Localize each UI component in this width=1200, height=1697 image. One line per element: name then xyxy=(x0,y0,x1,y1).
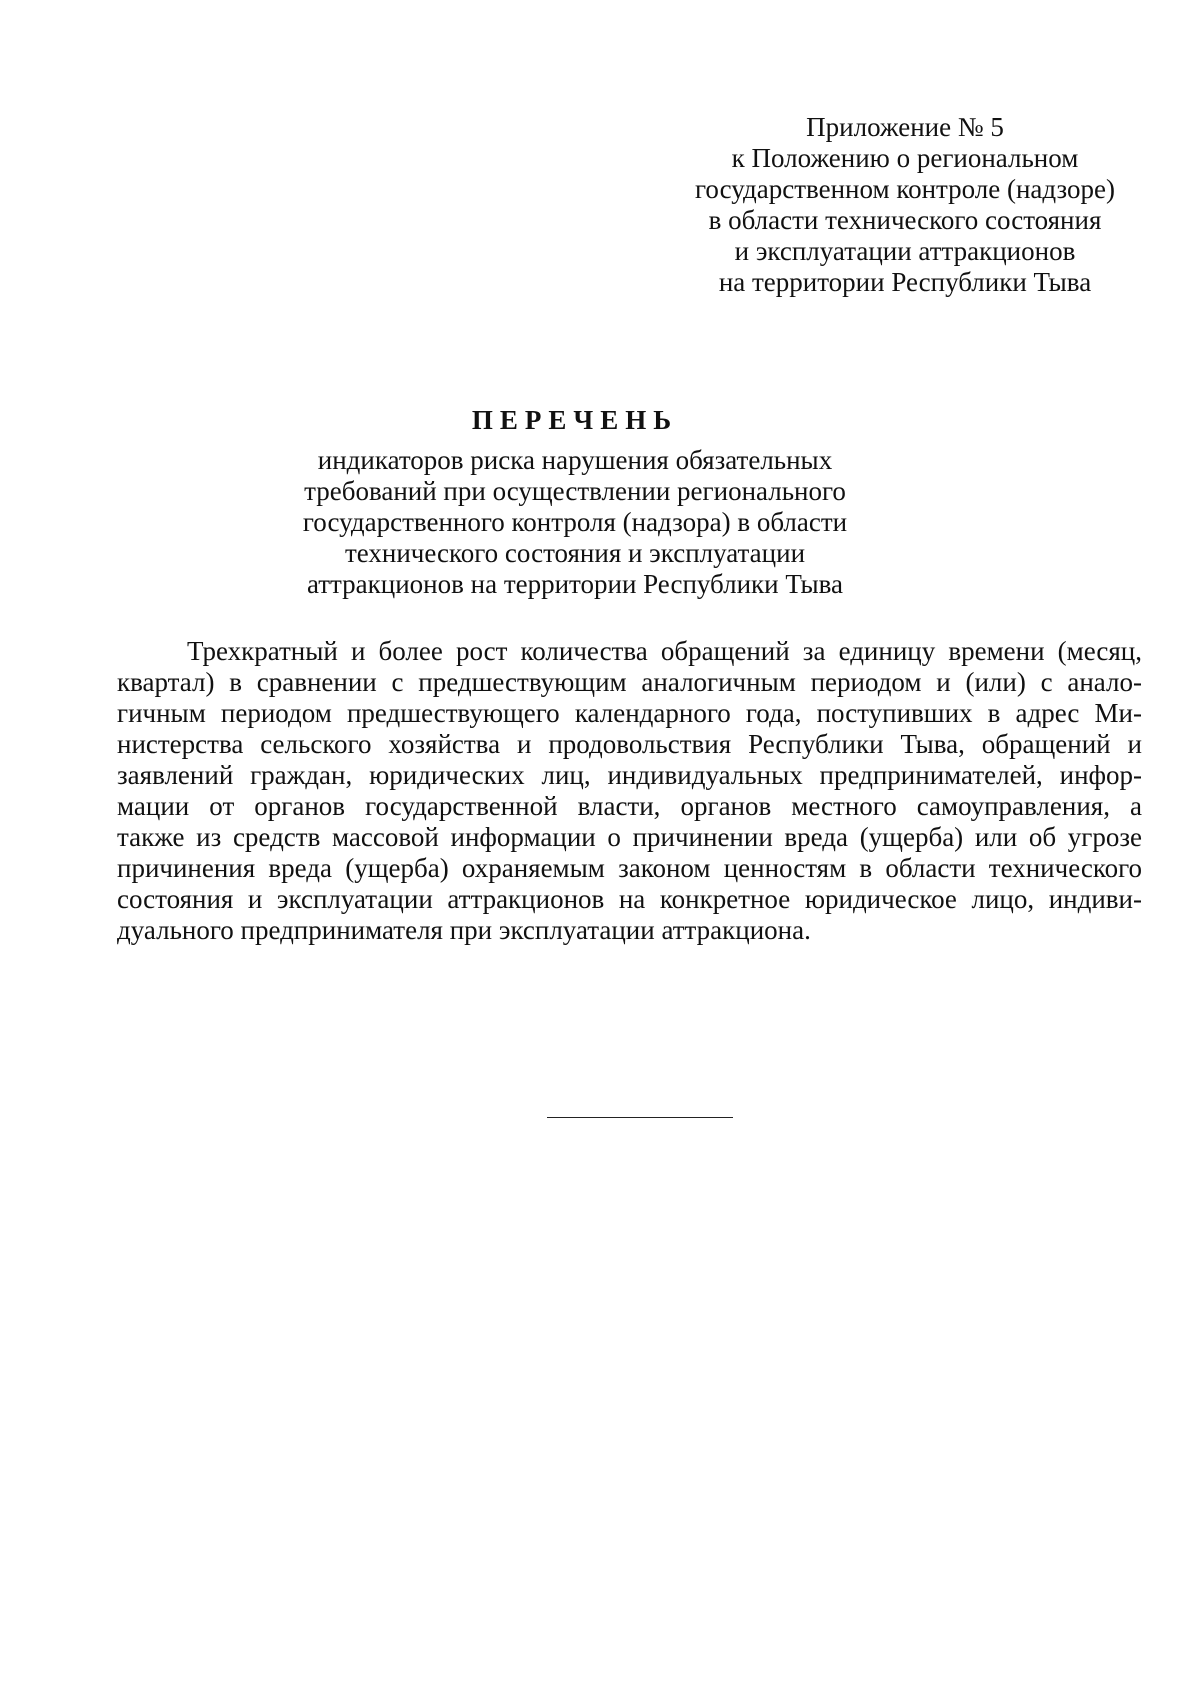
appendix-line: к Положению о региональном xyxy=(731,143,1079,173)
subtitle-line: аттракционов на территории Республики Тыва xyxy=(306,569,844,599)
document-title: ПЕРЕЧЕНЬ xyxy=(471,405,679,435)
appendix-line: и эксплуатации аттракционов xyxy=(734,236,1076,266)
body-line: Трехкратный и более рост количества обращений за единицу времени (месяц, xyxy=(187,636,1142,666)
body-paragraph xyxy=(117,636,1142,946)
body-line: дуального предпринимателя при эксплуатации аттракциона. xyxy=(117,915,811,945)
appendix-line: на территории Республики Тыва xyxy=(718,267,1092,297)
subtitle-line: государственного контроля (надзора) в области xyxy=(302,507,848,537)
appendix-line: в области технического состояния xyxy=(708,205,1102,235)
subtitle-line: требований при осуществлении регионального xyxy=(304,476,846,506)
document-subtitle xyxy=(270,445,880,600)
body-line: состояния и эксплуатации аттракционов на конкретное юридическое лицо, индиви- xyxy=(117,884,1142,914)
body-line: гичным периодом предшествующего календарного года, поступивших в адрес Ми- xyxy=(117,698,1142,728)
subtitle-line: индикаторов риска нарушения обязательных xyxy=(317,445,833,475)
end-divider xyxy=(547,1117,733,1118)
body-line: мации от органов государственной власти, органов местного самоуправления, а xyxy=(117,791,1142,821)
body-line: квартал) в сравнении с предшествующим аналогичным периодом и (или) с анало- xyxy=(117,667,1142,697)
subtitle-line: технического состояния и эксплуатации xyxy=(344,538,806,568)
appendix-line: государственном контроле (надзоре) xyxy=(695,174,1115,204)
body-line: нистерства сельского хозяйства и продовольствия Республики Тыва, обращений и xyxy=(117,729,1142,759)
body-line: заявлений граждан, юридических лиц, индивидуальных предпринимателей, инфор- xyxy=(117,760,1142,790)
body-line: также из средств массовой информации о причинении вреда (ущерба) или об угрозе xyxy=(117,822,1142,852)
body-line: причинения вреда (ущерба) охраняемым законом ценностям в области технического xyxy=(117,853,1142,883)
appendix-line: Приложение № 5 xyxy=(806,112,1004,142)
appendix-header xyxy=(660,112,1150,298)
